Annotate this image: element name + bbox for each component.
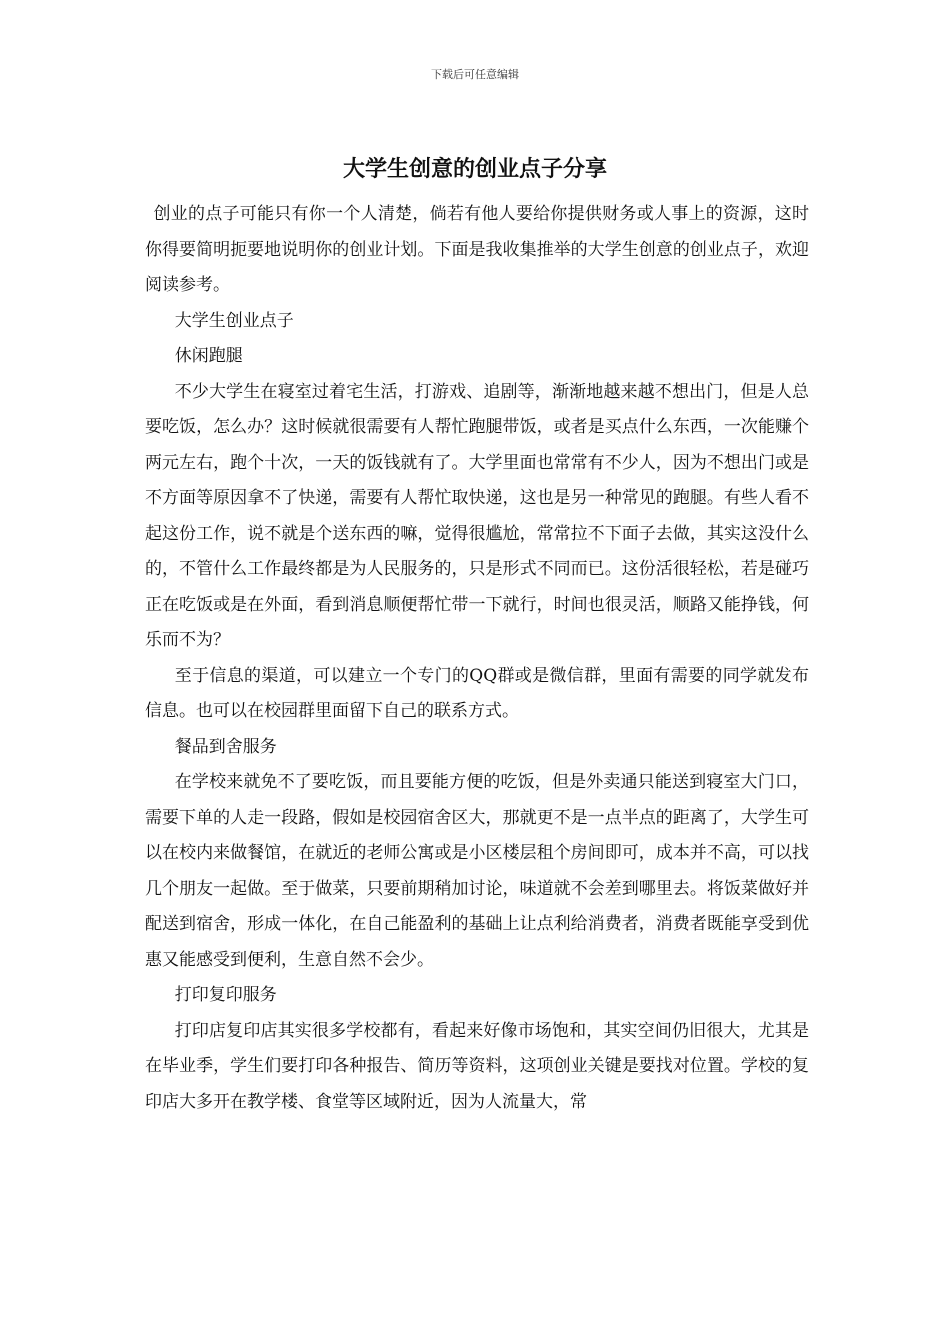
body-paragraph: 打印店复印店其实很多学校都有，看起来好像市场饱和，其实空间仍旧很大，尤其是在毕业季，学生们要打印各种报告、简历等资料，这项创业关键是要找对位置。学校的复印店大多开在教学楼、食堂等区域附近，因为人流量大，常 [145,1020,809,1112]
subsection-heading: 餐品到舍服务 [174,736,277,757]
subsection-heading: 休闲跑腿 [174,346,243,366]
subsection-heading: 打印复印服务 [174,985,277,1005]
body-paragraph: 不少大学生在寝室过着宅生活，打游戏、追剧等，渐渐地越来越不想出门，但是人总要吃饭，怎么办？这时候就很需要有人帮忙跑腿带饭，或者是买点什么东西，一次能赚个两元左右，跑个十次，一天的饭钱就有了。大学里面也常常有不少人，因为不想出门或是不方面等原因拿不了快递，需要有人帮忙取快递，这也是另一种常见的跑腿。有些人看不起这份工作，说不就是个送东西的嘛，觉得很尴尬，常常拉不下面子去做，其实这没什么的，不管什么工作最终都是为人民服务的，只是形式不同而已。这份活很轻松，若是碰巧正在吃饭或是在外面，看到消息顺便帮忙带一下就行，时间也很灵活，顺路又能挣钱，何乐而不为？ [145,381,809,650]
intro-paragraph: 创业的点子可能只有你一个人清楚，倘若有他人要给你提供财务或人事上的资源，这时你得要简明扼要地说明你的创业计划。下面是我收集推举的大学生创意的创业点子，欢迎阅读参考。 [145,204,809,295]
page-header: 下载后可任意编辑 [431,68,519,81]
document-title: 大学生创意的创业点子分享 [342,157,607,182]
document-body [145,197,809,1120]
section-heading: 大学生创业点子 [174,310,294,331]
body-paragraph: 在学校来就免不了要吃饭，而且要能方便的吃饭，但是外卖通只能送到寝室大门口，需要下单的人走一段路，假如是校园宿舍区大，那就更不是一点半点的距离了，大学生可以在校内来做餐馆，在就近的老师公寓或是小区楼层租个房间即可，成本并不高，可以找几个朋友一起做。至于做菜，只要前期稍加讨论，味道就不会差到哪里去。将饭菜做好并配送到宿舍，形成一体化，在自己能盈利的基础上让点利给消费者，消费者既能享受到优惠又能感受到便利，生意自然不会少。 [145,772,809,970]
body-paragraph: 至于信息的渠道，可以建立一个专门的QQ群或是微信群，里面有需要的同学就发布信息。也可以在校园群里面留下自己的联系方式。 [145,665,809,721]
